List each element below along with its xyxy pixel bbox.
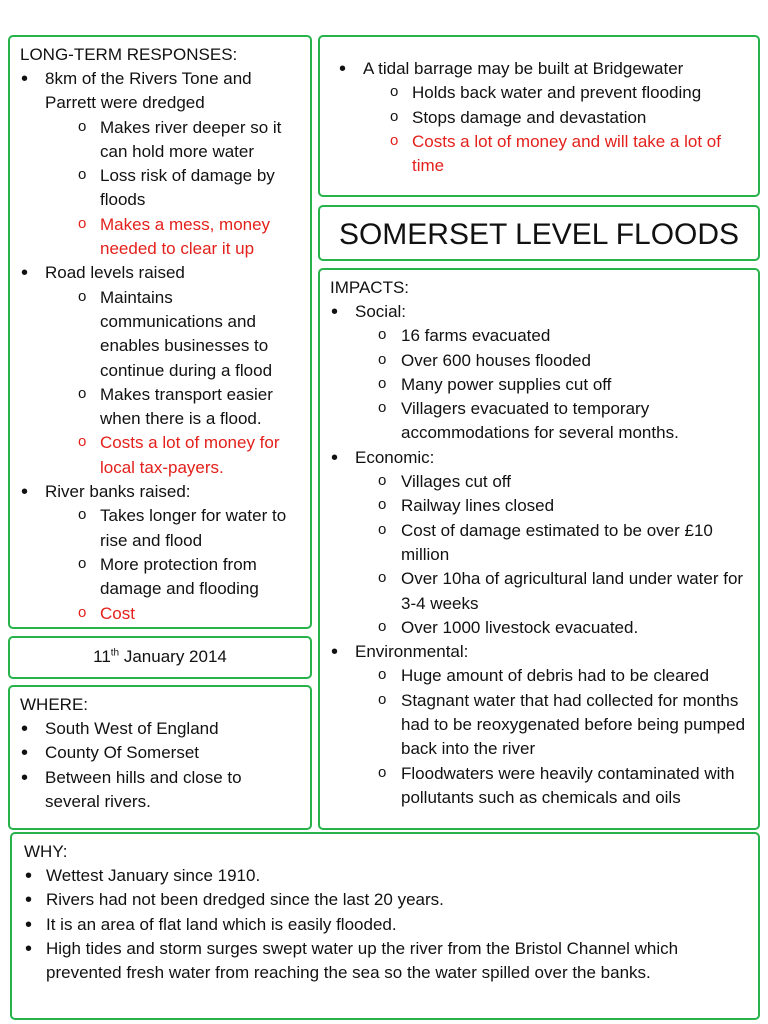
why-box [10, 832, 760, 1020]
list-item: • Road levels raised [20, 261, 300, 285]
where-list [20, 717, 300, 814]
date-suffix: th [110, 647, 120, 659]
why-heading: WHY: [24, 842, 68, 861]
sub-item-negative: o Cost [78, 602, 300, 626]
sub-item-negative: o Costs a lot of money for local tax-payers. [78, 431, 300, 480]
date-box [8, 636, 312, 679]
sub-item-negative: o Costs a lot of money and will take a lot of time [390, 130, 748, 179]
impacts-box [318, 268, 760, 830]
page-title-box [318, 205, 760, 261]
long-term-responses-box [8, 35, 312, 629]
sub-item: o Loss risk of damage by floods [78, 164, 300, 213]
sub-item: o Over 10ha of agricultural land under water for 3-4 weeks [378, 567, 748, 616]
long-term-list [20, 67, 300, 626]
sub-item: o Stagnant water that had collected for months had to be reoxygenated before being pumped back into the river [378, 689, 748, 762]
sub-item: o 16 farms evacuated [378, 324, 748, 348]
sub-item: o Takes longer for water to rise and flood [78, 504, 300, 553]
sub-item: o Villagers evacuated to temporary accommodations for several months. [378, 397, 748, 446]
list-item: • Wettest January since 1910. [24, 864, 748, 888]
why-list [24, 864, 748, 985]
where-box [8, 685, 312, 830]
sub-item: o Over 1000 livestock evacuated. [378, 616, 748, 640]
list-item: • County Of Somerset [20, 741, 300, 765]
list-item: • Rivers had not been dredged since the last 20 years. [24, 888, 748, 912]
list-item: • 8km of the Rivers Tone and Parrett were dredged [20, 67, 300, 116]
list-item: • River banks raised: [20, 480, 300, 504]
sub-item: o More protection from damage and flooding [78, 553, 300, 602]
sub-item: o Maintains communications and enables businesses to continue during a flood [78, 286, 300, 383]
page-title: SOMERSET LEVEL FLOODS [338, 218, 740, 251]
impact-group-environmental: • Environmental: [330, 640, 748, 664]
sub-item: o Stops damage and devastation [390, 106, 748, 130]
impacts-list [330, 300, 748, 810]
date-rest: January 2014 [119, 647, 227, 666]
long-term-heading: LONG-TERM RESPONSES: [20, 45, 238, 64]
barrage-list [330, 57, 748, 178]
sub-item: o Holds back water and prevent flooding [390, 81, 748, 105]
list-item: • South West of England [20, 717, 300, 741]
sub-item: o Huge amount of debris had to be cleared [378, 664, 748, 688]
impact-group-social: • Social: [330, 300, 748, 324]
tidal-barrage-box [318, 35, 760, 197]
sub-item: o Cost of damage estimated to be over £10 million [378, 519, 748, 568]
sub-item: o Makes transport easier when there is a flood. [78, 383, 300, 432]
where-heading: WHERE: [20, 695, 88, 714]
list-item: • A tidal barrage may be built at Bridgewater [330, 57, 748, 81]
date-day: 11 [93, 647, 111, 666]
impact-group-economic: • Economic: [330, 446, 748, 470]
sub-item-negative: o Makes a mess, money needed to clear it up [78, 213, 300, 262]
list-item: • It is an area of flat land which is easily flooded. [24, 913, 748, 937]
list-item: • Between hills and close to several rivers. [20, 766, 300, 815]
sub-item: o Villages cut off [378, 470, 748, 494]
sub-item: o Floodwaters were heavily contaminated with pollutants such as chemicals and oils [378, 762, 748, 811]
sub-item: o Makes river deeper so it can hold more water [78, 116, 300, 165]
sub-item: o Railway lines closed [378, 494, 748, 518]
sub-item: o Many power supplies cut off [378, 373, 748, 397]
list-item: • High tides and storm surges swept water up the river from the Bristol Channel which prevented fresh water from reaching the sea so the water spilled over the banks. [24, 937, 748, 986]
impacts-heading: IMPACTS: [330, 278, 410, 297]
sub-item: o Over 600 houses flooded [378, 349, 748, 373]
